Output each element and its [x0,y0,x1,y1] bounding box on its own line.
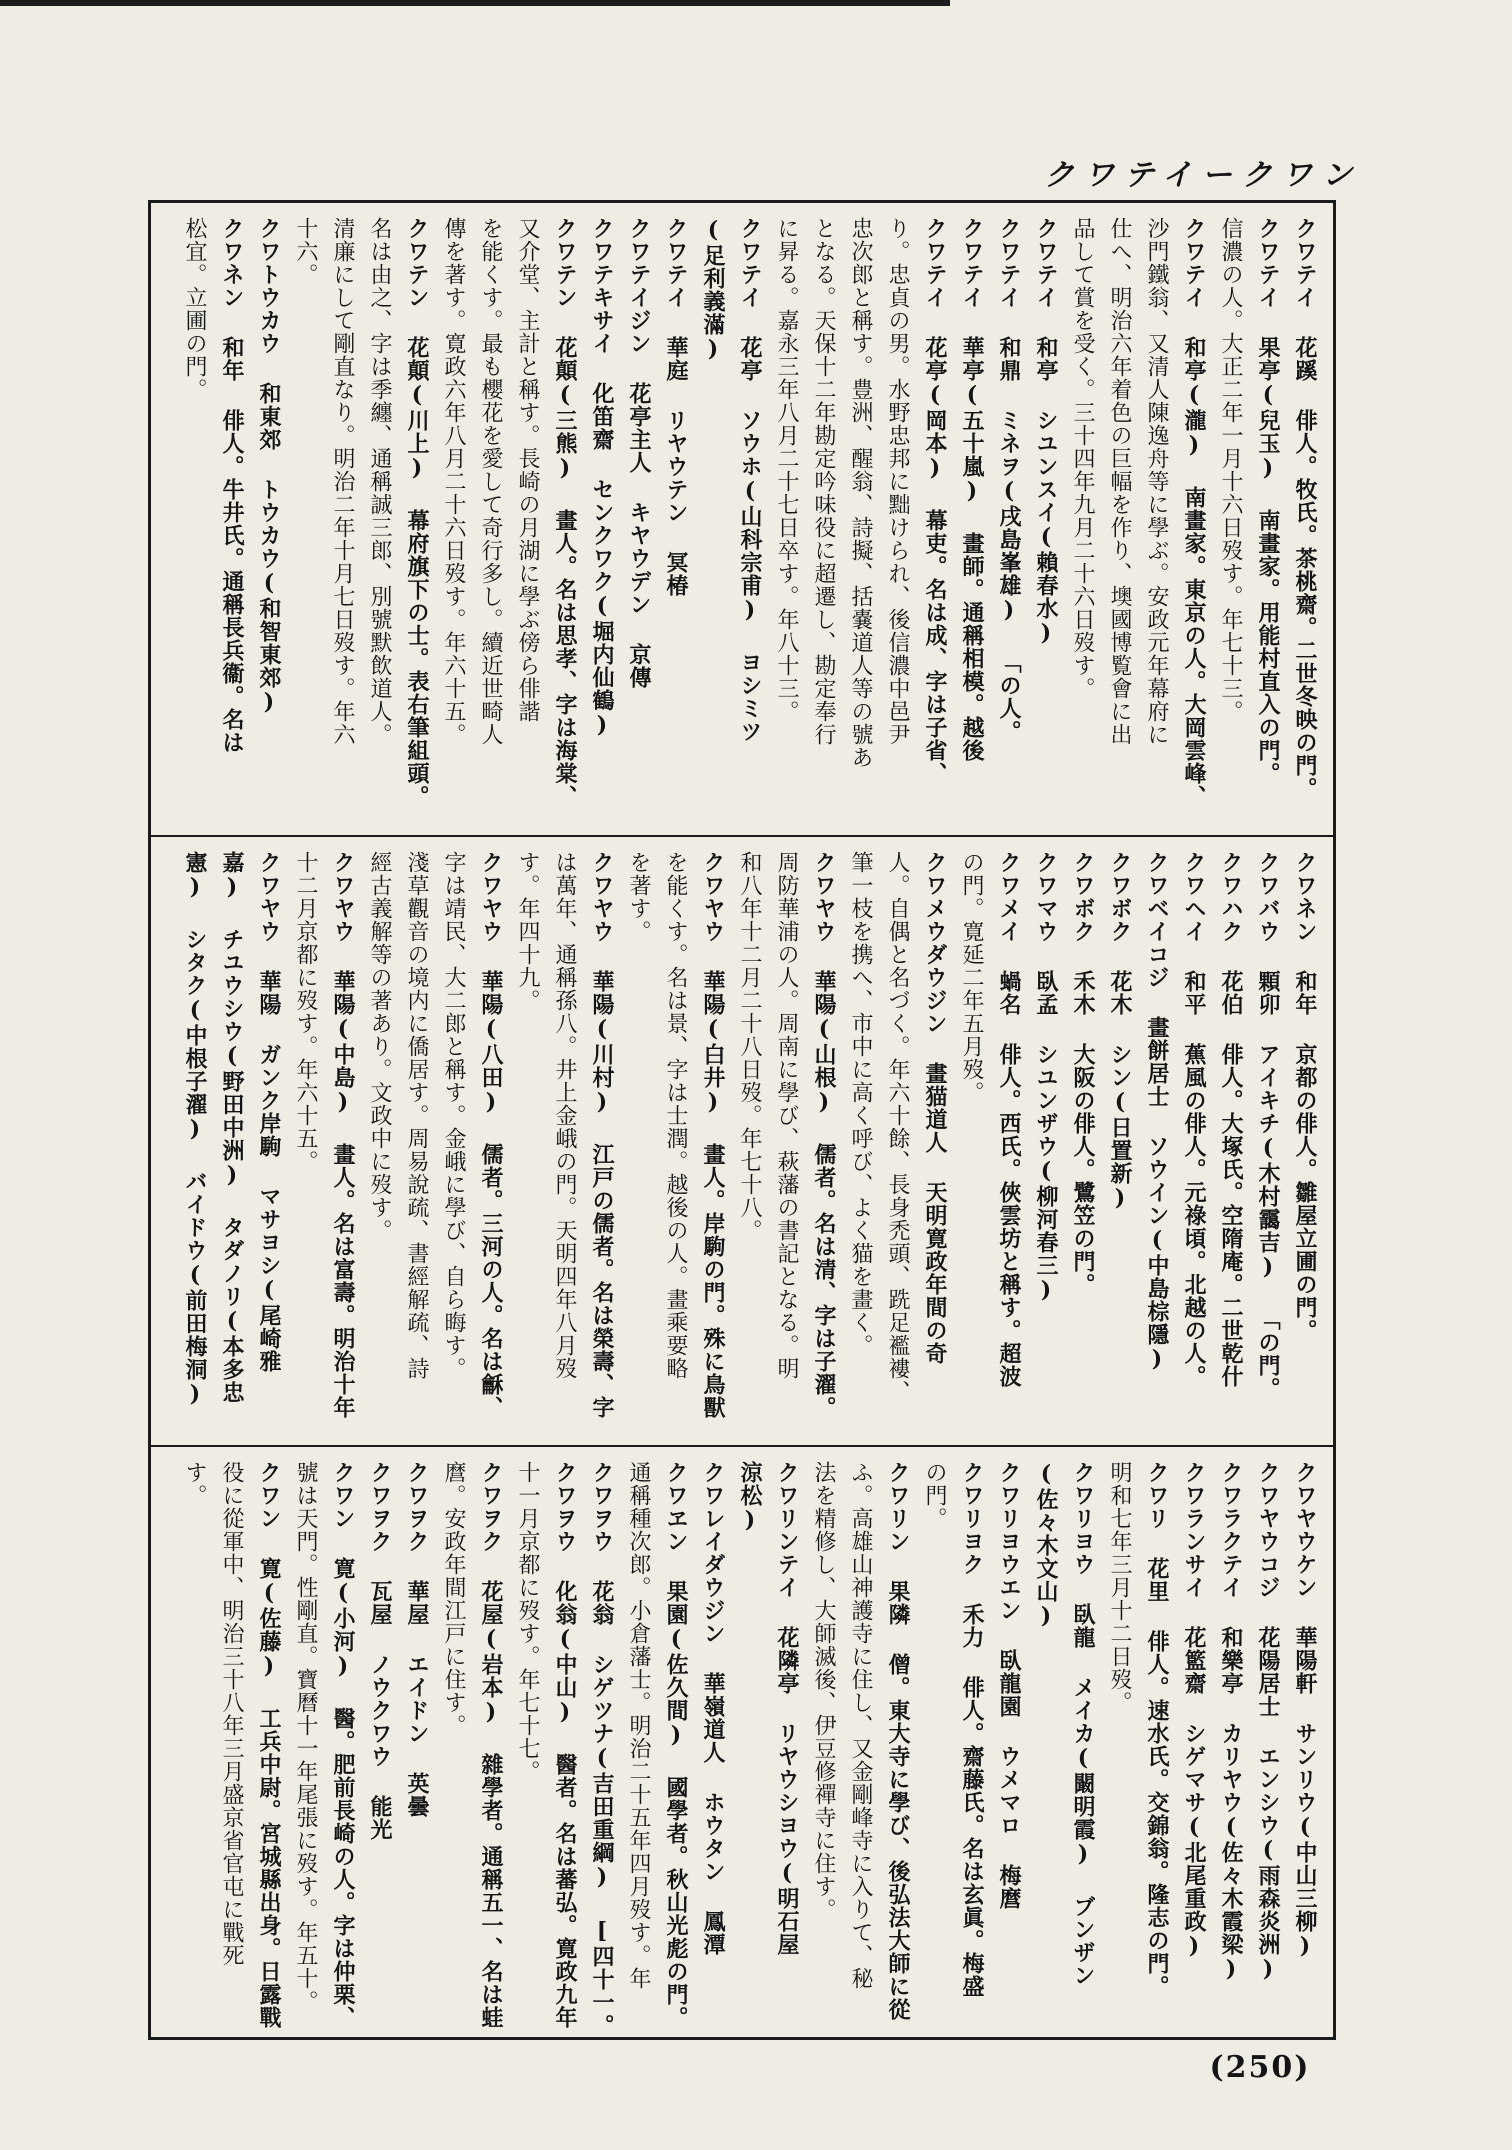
entry-heading-column: クワヤウコジ 花陽居士 エンシウ(雨森炎洲) [1255,1461,1281,1983]
entry-text-column: 清廉にして剛直なり。明治二年十月七日歿す。年六 [330,217,355,746]
entry-text-column: 十一月京都に歿す。年七十七。 [515,1461,540,1783]
entry-heading-column: クワヤウケン 華陽軒 サンリウ(中山三柳) [1292,1461,1318,1960]
entry-text-column: 人。自偶と名づく。年六十餘、長身禿頭、跣足襤褸、 [885,851,910,1403]
entry-text-column: り。忠貞の男。水野忠邦に黜けられ、後信濃中邑尹 [885,217,910,746]
entry-text-column: は萬年、通稱孫八。井上金峨の門。天明四年八月歿 [552,851,577,1380]
entry-heading-column: クワメイ 蝸名 俳人。西氏。俠雲坊と稱す。超波 [996,851,1022,1388]
entry-heading-column: クワヤウ 華陽(川村) 江戸の儒者。名は榮壽、字 [589,851,615,1419]
entry-text-column: を著す。 [626,851,651,943]
entry-text-column: 十二月京都に歿す。年六十五。 [293,851,318,1173]
entry-heading-column: クワヲク 花屋(岩本) 雜學者。通稱五一、名は蛙 [478,1461,504,2029]
entry-heading-column: クワリ 花里 俳人。速水氏。交錦翁。隆志の門。 [1144,1461,1170,1998]
entry-heading-column: クワテン 花顛(川上) 幕府旗下の士。表右筆組頭。 [404,217,430,808]
entry-heading-column: クワテン 花顛(三熊) 畫人。名は思孝、字は海棠、 [552,217,578,808]
entry-heading-column: クワヤウ 華陽(白井) 畫人。岸駒の門。殊に鳥獸 [700,851,726,1419]
entry-heading-column: クワテイ 和亭 シユンスイ(賴春水) [1033,217,1059,647]
entry-text-column: 役に從軍中、明治三十八年三月盛京省官屯に戰死 [219,1461,244,1967]
entry-heading-column: クワテキサイ 化笛齋 センクワク(堀内仙鶴) [589,217,615,739]
entry-band-1 [151,203,1333,835]
entry-heading-column: クワランサイ 花籃齋 シゲマサ(北尾重政) [1181,1461,1207,1960]
dictionary-frame [148,200,1336,2040]
entry-heading-column: クワリンテイ 花隣亭 リヤウシヨウ(明石屋 [774,1461,800,1956]
entry-heading-column: クワベイコジ 畫餅居士 ソウイン(中島棕隱) [1144,851,1170,1373]
entry-heading-column: (佐々木文山) [1033,1461,1059,1630]
entry-heading-column: クワレイダウジン 華嶺道人 ホウタン 鳳潭 [700,1461,726,1956]
entry-heading-column: クワヲク 瓦屋 ノウクワウ 能光 [367,1461,393,1841]
entry-text-column: 沙門鐵翁、又清人陳逸舟等に學ぶ。安政元年幕府に [1144,217,1169,746]
entry-text-column: 麿。安政年間江戸に住す。 [441,1461,466,1737]
entry-heading-column: クワテイ 花蹊 俳人。牧氏。茶桃齋。二世冬映の門。 [1292,217,1318,800]
entry-heading-column: クワヱン 果園(佐久間) 國學者。秋山光彪の門。 [663,1461,689,2029]
entry-heading-column: クワヤウ 華陽(八田) 儒者。三河の人。名は龢、 [478,851,504,1419]
entry-text-column: 筆一枝を携へ、市中に高く呼び、よく猫を畫く。 [848,851,873,1357]
entry-text-column: 經古義解等の著あり。文政中に歿す。 [367,851,392,1242]
entry-text-column: す。 [182,1461,207,1507]
entry-heading-column: クワン 寛(小河) 醫。肥前長崎の人。字は仲栗、 [330,1461,356,2029]
entry-heading-column: クワテイジン 花亭主人 キヤウデン 京傳 [626,217,652,689]
entry-text-column: 周防華浦の人。周南に學び、萩藩の書記となる。明 [774,851,799,1380]
entry-heading-column: クワヲウ 花翁 シゲツナ(吉田重綱) [四十一。 [589,1461,615,2037]
entry-heading-column: クワテイ 果亭(兒玉) 南畫家。用能村直入の門。 [1255,217,1281,785]
top-edge-bar [0,0,950,6]
entry-heading-column: クワリン 果隣 僧。東大寺に學び、後弘法大師に從 [885,1461,911,2021]
entry-heading-column: クワテイ 和鼎 ミネヲ(戌島峯雄) 「の人。 [996,217,1022,743]
entry-heading-column: クワボク 禾木 大阪の俳人。鷺笠の門。 [1070,851,1096,1296]
running-head: クワテイークワン [1044,158,1362,193]
entry-heading-column: クワン 寛(佐藤) 工兵中尉。宮城縣出身。日露戰 [256,1461,282,2029]
entry-text-column: 字は靖民、大二郎と稱す。金峨に學び、自ら晦す。 [441,851,466,1380]
entry-text-column: 忠次郎と稱す。豊洲、醒翁、詩擬、括嚢道人等の號あ [848,217,873,769]
entry-heading-column: クワボク 花木 シン(日置新) [1107,851,1133,1212]
entry-heading-column: クワマウ 臥孟 シユンザウ(柳河春三) [1033,851,1059,1304]
entry-text-column: となる。天保十二年勘定吟味役に超遷し、勘定奉行 [811,217,836,746]
entry-heading-column: クワヘイ 和平 蕉風の俳人。元祿頃。北越の人。 [1181,851,1207,1388]
entry-heading-column: クワヤウ 華陽(山根) 儒者。名は清、字は子濯。 [811,851,837,1419]
entry-text-column: 松宜。立圃の門。 [182,217,207,401]
entry-heading-column: クワテイ 和亭(瀧) 南畫家。東京の人。大岡雲峰、 [1181,217,1207,808]
entry-heading-column: クワリヨウ 臥龍 メイカ(闞明霞) ブンザン [1070,1461,1096,1987]
entry-text-column: の門。寛延二年五月歿。 [959,851,984,1104]
entry-band-2 [151,835,1333,1445]
entry-text-column: を能くす。名は景、字は士潤。越後の人。畫乘要略 [663,851,688,1380]
entry-text-column: 法を精修し、大師滅後、伊豆修禪寺に住す。 [811,1461,836,1921]
entry-heading-column: クワヲウ 化翁(中山) 醫者。名は蕃弘。寛政九年 [552,1461,578,2029]
entry-heading-column: クワテイ 華亭(五十嵐) 畫師。通稱相模。越後 [959,217,985,762]
entry-heading-column: クワネン 和年 京都の俳人。雛屋立圃の門。 [1292,851,1318,1342]
entry-text-column: 名は由之、字は季纏、通稱誠三郎、別號默飲道人。 [367,217,392,746]
entry-heading-column: クワリヨウエン 臥龍園 ウメマロ 梅麿 [996,1461,1022,1910]
entry-heading-column: 涼松) [737,1461,763,1534]
entry-text-column: 信濃の人。大正二年一月十六日歿す。年七十三。 [1218,217,1243,723]
entry-heading-column: クワバウ 顆卯 アイキチ(木村靄吉) 「の門。 [1255,851,1281,1400]
entry-text-column: 仕へ、明治六年着色の巨幅を作り、墺國博覧會に出 [1107,217,1132,746]
entry-heading-column: クワラクテイ 和樂亭 カリヤウ(佐々木霞梁) [1218,1461,1244,1983]
entry-heading-column: クワヤウ 華陽 ガンク岸駒 マサヨシ(尾崎雅 [256,851,282,1373]
entry-text-column: 明和七年三月十二日歿。 [1107,1461,1132,1714]
entry-text-column: の門。 [922,1461,947,1530]
entry-text-column: 通稱種次郎。小倉藩士。明治二十五年四月歿す。年 [626,1461,651,1990]
entry-heading-column: クワメウダウジン 畫猫道人 天明寛政年間の奇 [922,851,948,1365]
entry-heading-column: クワヤウ 華陽(中島) 畫人。名は富壽。明治十年 [330,851,356,1419]
entry-text-column: ふ。高雄山神護寺に住し、又金剛峰寺に入りて、秘 [848,1461,873,1990]
entry-heading-column: クワテイ 花亭(岡本) 幕吏。名は成、字は子省、 [922,217,948,785]
entry-text-column: 號は天門。性剛直。寶曆十一年尾張に歿す。年五十。 [293,1461,318,2013]
entry-heading-column: クワリヨク 禾力 俳人。齋藤氏。名は玄眞。梅盛 [959,1461,985,1998]
entry-heading-column: (足利義滿) [700,217,726,363]
entry-heading-column: クワヲク 華屋 エイドン 英曇 [404,1461,430,1818]
entry-text-column: 淺草觀音の境内に僑居す。周易說疏、書經解疏、詩 [404,851,429,1380]
entry-text-column: に昇る。嘉永三年八月二十七日卒す。年八十三。 [774,217,799,723]
entry-heading-column: クワテイ 花亭 ソウホ(山科宗甫) ヨシミツ [737,217,763,743]
entry-text-column: 十六。 [293,217,318,286]
entry-text-column: 傳を著す。寛政六年八月二十六日歿す。年六十五。 [441,217,466,746]
entry-heading-column: クワトウカウ 和東郊 トウカウ(和智東郊) [256,217,282,716]
entry-heading-column: クワテイ 華庭 リヤウテン 冥椿 [663,217,689,597]
page-number: (250) [1209,2050,1311,2085]
entry-heading-column: 嘉) チユウシウ(野田中洲) タダノリ(本多忠 [219,851,245,1404]
entry-text-column: 又介堂、主計と稱す。長崎の月湖に學ぶ傍ら俳諧 [515,217,540,723]
entry-heading-column: 憲) シタク(中根子濯) バイドウ(前田梅洞) [182,851,208,1408]
entry-heading-column: クワハク 花伯 俳人。大塚氏。空隋庵。二世乾什 [1218,851,1244,1388]
entry-band-3 [151,1445,1333,2037]
entry-heading-column: クワネン 和年 俳人。牛井氏。通稱長兵衞。名は [219,217,245,754]
entry-text-column: 品して賞を受く。三十四年九月二十六日歿す。 [1070,217,1095,700]
entry-text-column: す。年四十九。 [515,851,540,1012]
entry-text-column: を能くす。最も櫻花を愛して奇行多し。續近世畸人 [478,217,503,746]
entry-text-column: 和八年十二月二十八日歿。年七十八。 [737,851,762,1242]
